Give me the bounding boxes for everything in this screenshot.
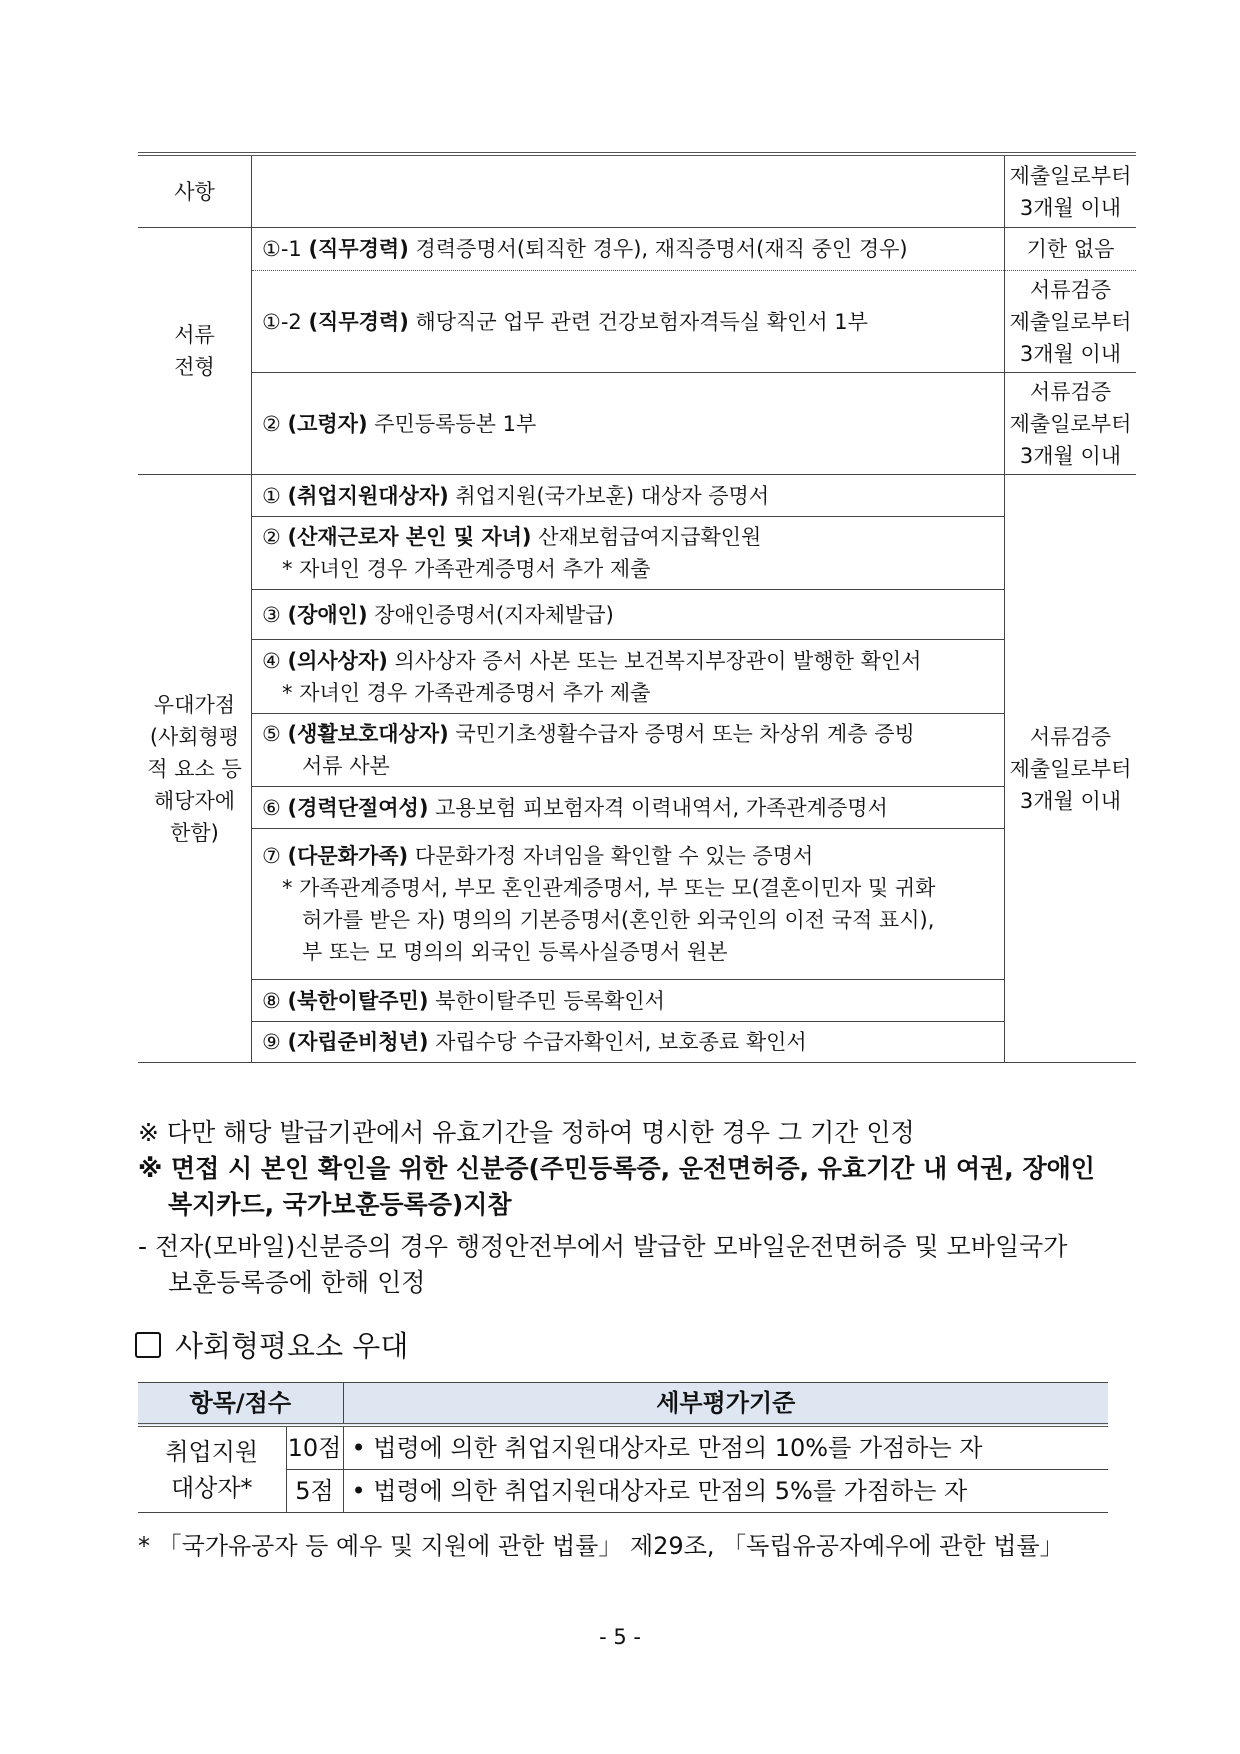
row-content (252, 271, 1005, 373)
table-row (138, 714, 1136, 787)
term-label: 서류검증 제출일로부터 3개월 이내 (1009, 379, 1132, 468)
row-content (252, 373, 1005, 475)
table-row (138, 475, 1136, 517)
item-number: ⑧ (262, 988, 288, 1013)
row-term (1005, 475, 1137, 1063)
item-text: 국민기초생활수급자 증명서 또는 차상위 계층 증빙 (448, 722, 915, 746)
points-cell: 5점 (286, 1470, 343, 1513)
item-title: (다문화가족) (287, 844, 409, 868)
item-number: ⑦ (262, 844, 288, 868)
item-title: (직무경력) (308, 309, 409, 334)
item-text-continued: 서류 사본 (302, 754, 390, 778)
item-note: * 가족관계증명서, 부모 혼인관계증명서, 부 또는 모(결혼이민자 및 귀화 (282, 876, 936, 900)
item-number: ⑤ (262, 722, 288, 746)
item-text: 자립수당 수급자확인서, 보호종료 확인서 (428, 1030, 807, 1054)
row-content (252, 154, 1005, 228)
row-content (252, 980, 1005, 1022)
document-requirements-table (138, 152, 1136, 1063)
note-mobile-id-continued: 보훈등록증에 한해 인정 (168, 1268, 426, 1297)
item-text: 주민등록등본 1부 (367, 411, 537, 436)
section-document-screening (138, 228, 252, 475)
item-number: ⑥ (262, 795, 288, 820)
points-cell: 10점 (286, 1425, 343, 1470)
item-title: (취업지원대상자) (287, 483, 449, 508)
item-title: (의사상자) (287, 648, 388, 673)
note-mobile-id: - 전자(모바일)신분증의 경우 행정안전부에서 발급한 모바일운전면허증 및 모바일국가 (138, 1232, 1068, 1261)
row-term (1005, 373, 1137, 475)
item-title: (장애인) (287, 602, 368, 627)
category-cell (138, 1425, 286, 1513)
table-row (138, 154, 1136, 228)
row-content (252, 228, 1005, 271)
item-text: 해당직군 업무 관련 건강보험자격득실 확인서 1부 (408, 309, 868, 334)
section-bonus-points (138, 475, 252, 1063)
footnote: * 「국가유공자 등 예우 및 지원에 관한 법률」 제29조, 「독립유공자예우에 관한 법률」 (138, 1532, 1064, 1560)
item-text: 경력증명서(퇴직한 경우), 재직증명서(재직 중인 경우) (408, 237, 908, 261)
item-text: 북한이탈주민 등록확인서 (428, 988, 665, 1013)
item-note: * 자녀인 경우 가족관계증명서 추가 제출 (282, 557, 651, 581)
term-label: 서류검증 제출일로부터 3개월 이내 (1009, 724, 1132, 813)
item-title: (북한이탈주민) (287, 988, 429, 1013)
row-content (252, 1022, 1005, 1063)
item-number: ② (262, 525, 288, 549)
row-content (252, 475, 1005, 517)
item-text: 의사상자 증서 사본 또는 보건복지부장관이 발행한 확인서 (387, 648, 922, 673)
item-note: * 자녀인 경우 가족관계증명서 추가 제출 (282, 680, 651, 705)
row-content (252, 714, 1005, 787)
note-id-required: ※ 면접 시 본인 확인을 위한 신분증(주민등록증, 운전면허증, 유효기간 내 여권, 장애인 (138, 1154, 1095, 1183)
table-row (138, 271, 1136, 373)
section-heading (135, 1326, 408, 1366)
category-label: 취업지원 대상자* (165, 1437, 259, 1502)
item-text: 다문화가정 자녀임을 확인할 수 있는 증명서 (408, 844, 814, 868)
item-text: 취업지원(국가보훈) 대상자 증명서 (448, 483, 770, 508)
item-number: ③ (262, 602, 288, 627)
table-row (138, 640, 1136, 714)
table-row (138, 517, 1136, 590)
item-text: 산재보험급여지급확인원 (531, 525, 762, 549)
table-row (138, 228, 1136, 271)
row-term (1005, 154, 1137, 228)
table-row (138, 373, 1136, 475)
table-row (138, 590, 1136, 640)
item-number: ①-2 (262, 309, 309, 334)
term-label: 제출일로부터 3개월 이내 (1009, 163, 1132, 220)
page-number: - 5 - (599, 1625, 641, 1649)
square-box-icon (135, 1332, 161, 1358)
table-row (138, 980, 1136, 1022)
item-title: (경력단절여성) (287, 795, 429, 820)
header-item-points: 항목/점수 (138, 1383, 343, 1426)
item-title: (자립준비청년) (287, 1030, 429, 1054)
criteria-cell: • 법령에 의한 취업지원대상자로 만점의 5%를 가점하는 자 (343, 1470, 1108, 1513)
item-title: (산재근로자 본인 및 자녀) (287, 525, 532, 549)
item-number: ④ (262, 648, 288, 673)
row-category (138, 154, 252, 228)
row-term (1005, 271, 1137, 373)
notes-block (138, 1115, 1118, 1301)
category-label: 우대가점 (사회형평 적 요소 등 해당자에 한함) (147, 692, 242, 845)
row-term (1005, 228, 1137, 271)
category-label: 서류 전형 (174, 323, 215, 379)
row-content (252, 590, 1005, 640)
term-label: 서류검증 제출일로부터 3개월 이내 (1009, 277, 1132, 366)
section-title: 사회형평요소 우대 (175, 1329, 409, 1363)
item-number: ①-1 (262, 237, 309, 261)
item-text: 장애인증명서(지자체발급) (367, 602, 614, 627)
table-row (138, 787, 1136, 829)
social-equity-table (138, 1382, 1108, 1513)
term-label: 기한 없음 (1026, 237, 1115, 261)
note-id-required-continued: 복지카드, 국가보훈등록증)지참 (168, 1190, 512, 1219)
row-content (252, 787, 1005, 829)
item-title: (직무경력) (308, 237, 409, 261)
table-row (138, 829, 1136, 980)
category-label: 사항 (174, 179, 215, 204)
row-content (252, 640, 1005, 714)
header-criteria: 세부평가기준 (343, 1383, 1108, 1426)
item-number: ① (262, 483, 288, 508)
table-row (138, 1022, 1136, 1063)
item-title: (생활보호대상자) (287, 722, 449, 746)
item-number: ⑨ (262, 1030, 288, 1054)
note-validity: ※ 다만 해당 발급기관에서 유효기간을 정하여 명시한 경우 그 기간 인정 (138, 1118, 915, 1147)
table-row (138, 1425, 1108, 1470)
item-note-continued: 허가를 받은 자) 명의의 기본증명서(혼인한 외국인의 이전 국적 표시), (302, 908, 935, 932)
row-content (252, 517, 1005, 590)
row-content (252, 829, 1005, 980)
item-text: 고용보험 피보험자격 이력내역서, 가족관계증명서 (428, 795, 888, 820)
item-title: (고령자) (287, 411, 368, 436)
criteria-cell: • 법령에 의한 취업지원대상자로 만점의 10%를 가점하는 자 (343, 1425, 1108, 1470)
table-header-row (138, 1383, 1108, 1426)
item-note-continued: 부 또는 모 명의의 외국인 등록사실증명서 원본 (302, 940, 728, 964)
item-number: ② (262, 411, 288, 436)
